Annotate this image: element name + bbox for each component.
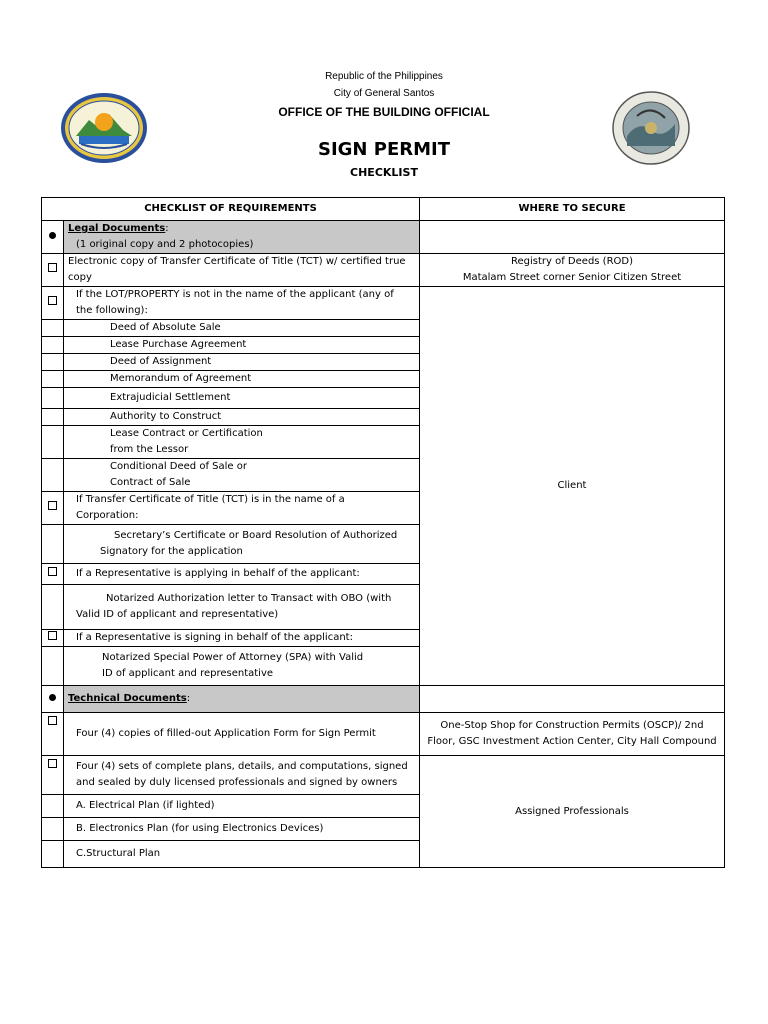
conditional-deed-line-2: Contract of Sale — [110, 477, 191, 488]
building-official-seal-icon — [611, 90, 691, 166]
city-seal-icon — [59, 92, 149, 164]
electronics-plan: B. Electronics Plan (for using Electronics Devices) — [76, 823, 324, 834]
plans-line-2: and sealed by duly licensed professionals and signed by owners — [76, 777, 398, 788]
lease-contract-line-1: Lease Contract or Certification — [110, 428, 263, 439]
representative-signing: If a Representative is signing in behalf of the applicant: — [76, 632, 353, 643]
office-line: OFFICE OF THE BUILDING OFFICIAL — [278, 105, 490, 119]
technical-colon: : — [186, 693, 191, 704]
tct-line-2: copy — [68, 272, 92, 283]
client-cell: Client — [420, 287, 725, 686]
lot-line-2: the following): — [76, 305, 148, 316]
checkbox-icon[interactable] — [48, 631, 57, 640]
document-title: SIGN PERMIT — [317, 139, 450, 160]
electrical-plan: A. Electrical Plan (if lighted) — [76, 800, 215, 811]
spa-line-2: ID of applicant and representative — [102, 668, 274, 679]
representative-applying: If a Representative is applying in behalf of the applicant: — [76, 568, 360, 579]
lease-contract-line-2: from the Lessor — [110, 444, 189, 455]
checkbox-icon[interactable] — [48, 759, 57, 768]
legal-documents-heading: Legal Documents — [68, 223, 166, 234]
bullet-icon — [49, 694, 56, 701]
checkbox-icon[interactable] — [48, 567, 57, 576]
lot-line-1: If the LOT/PROPERTY is not in the name of the applicant (any of — [76, 289, 394, 300]
plans-line-1: Four (4) sets of complete plans, details, and computations, signed — [76, 761, 408, 772]
notarized-authorization-line-2: Valid ID of applicant and representative) — [76, 609, 279, 620]
section-legal-documents — [42, 221, 725, 254]
technical-documents-heading: Technical Documents — [68, 693, 187, 704]
secretary-certificate-line-2: Signatory for the application — [100, 546, 243, 557]
oscp-line-1: One-Stop Shop for Construction Permits (OSCP)/ 2nd — [440, 720, 704, 731]
table-header-row — [42, 198, 725, 221]
legal-colon: : — [165, 223, 169, 234]
city-line: City of General Santos — [333, 88, 435, 99]
document-subtitle: CHECKLIST — [350, 166, 418, 179]
structural-plan: C.Structural Plan — [76, 848, 161, 859]
assigned-professionals-cell: Assigned Professionals — [420, 756, 725, 868]
bullet-icon — [49, 232, 56, 239]
rod-line-1: Registry of Deeds (ROD) — [511, 256, 633, 267]
checkbox-icon[interactable] — [48, 716, 57, 725]
column-header-requirements: CHECKLIST OF REQUIREMENTS — [42, 198, 420, 221]
column-header-where: WHERE TO SECURE — [420, 198, 725, 221]
conditional-deed-line-1: Conditional Deed of Sale or — [110, 461, 247, 472]
rod-line-2: Matalam Street corner Senior Citizen Street — [462, 272, 682, 283]
lease-purchase-agreement: Lease Purchase Agreement — [110, 339, 247, 350]
four-copies-application-form: Four (4) copies of filled-out Application Form for Sign Permit — [76, 728, 376, 739]
checkbox-icon[interactable] — [48, 263, 57, 272]
corporation-line-2: Corporation: — [76, 510, 139, 521]
corporation-line-1: If Transfer Certificate of Title (TCT) is in the name of a — [76, 494, 345, 505]
list-item — [42, 254, 725, 287]
deed-absolute-sale: Deed of Absolute Sale — [110, 322, 221, 333]
list-item — [42, 756, 725, 795]
extrajudicial-settlement: Extrajudicial Settlement — [110, 392, 231, 403]
requirements-table — [41, 197, 725, 868]
list-item — [42, 287, 725, 320]
tct-line-1: Electronic copy of Transfer Certificate of Title (TCT) w/ certified true — [68, 256, 406, 267]
checkbox-icon[interactable] — [48, 501, 57, 510]
section-technical-documents — [42, 686, 725, 713]
legal-copies-note: (1 original copy and 2 photocopies) — [76, 239, 254, 250]
spa-line-1: Notarized Special Power of Attorney (SPA) with Valid — [102, 652, 364, 663]
oscp-line-2: Floor, GSC Investment Action Center, City Hall Compound — [427, 736, 717, 747]
republic-line: Republic of the Philippines — [325, 71, 443, 82]
list-item — [42, 713, 725, 756]
checkbox-icon[interactable] — [48, 296, 57, 305]
memorandum-of-agreement: Memorandum of Agreement — [110, 373, 252, 384]
authority-to-construct: Authority to Construct — [110, 411, 222, 422]
secretary-certificate-line-1: Secretary’s Certificate or Board Resolution of Authorized — [114, 530, 398, 541]
notarized-authorization-line-1: Notarized Authorization letter to Transact with OBO (with — [106, 593, 392, 604]
deed-of-assignment: Deed of Assignment — [110, 356, 212, 367]
